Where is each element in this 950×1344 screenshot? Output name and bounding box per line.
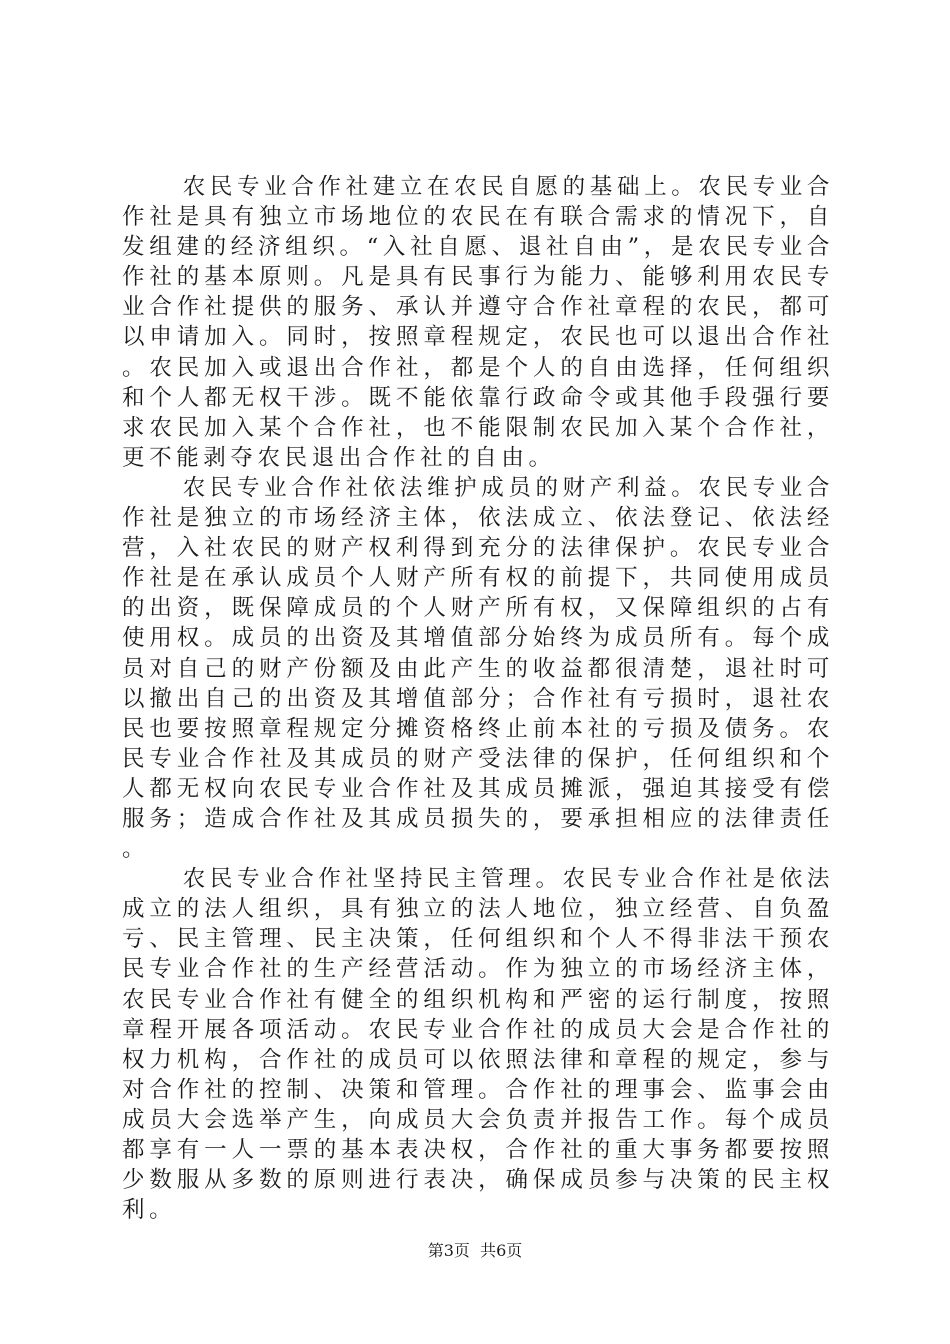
paragraph-voluntary-membership: 农民专业合作社建立在农民自愿的基础上。农民专业合作社是具有独立市场地位的农民在有联合需求的情况下，自发组建的经济组织。“入社自愿、退社自由”，是农民专业合作社的基本原则。凡是具有民事行为能力、能够利用农民专业合作社提供的服务、承认并遵守合作社章程的农民，都可以申请加入。同时，按照章程规定，农民也可以退出合作社。农民加入或退出合作社，都是个人的自由选择，任何组织和个人都无权干涉。既不能依靠行政命令或其他手段强行要求农民加入某个合作社，也不能限制农民加入某个合作社，更不能剥夺农民退出合作社的自由。 [122, 174, 834, 471]
paragraph-democratic-management: 农民专业合作社坚持民主管理。农民专业合作社是依法成立的法人组织，具有独立的法人地位，独立经营、自负盈亏、民主管理、民主决策，任何组织和个人不得非法干预农民专业合作社的生产经营活动。作为独立的市场经济主体，农民专业合作社有健全的组织机构和严密的运行制度，按照章程开展各项活动。农民专业合作社的成员大会是合作社的权力机构，合作社的成员可以依照法律和章程的规定，参与对合作社的控制、决策和管理。合作社的理事会、监事会由成员大会选举产生，向成员大会负责并报告工作。每个成员都享有一人一票的基本表决权，合作社的重大事务都要按照少数服从多数的原则进行表决，确保成员参与决策的民主权利。 [122, 866, 834, 1224]
page-total: 共6页 [480, 1241, 523, 1260]
page-footer [0, 1238, 950, 1261]
document-body [122, 172, 834, 1225]
page-number: 第3页 [427, 1241, 470, 1260]
paragraph-property-rights: 农民专业合作社依法维护成员的财产利益。农民专业合作社是独立的市场经济主体，依法成立、依法登记、依法经营，入社农民的财产权利得到充分的法律保护。农民专业合作社是在承认成员个人财产所有权的前提下，共同使用成员的出资，既保障成员的个人财产所有权，又保障组织的占有使用权。成员的出资及其增值部分始终为成员所有。每个成员对自己的财产份额及由此产生的收益都很清楚，退社时可以撤出自己的出资及其增值部分；合作社有亏损时，退社农民也要按照章程规定分摊资格终止前本社的亏损及债务。农民专业合作社及其成员的财产受法律的保护，任何组织和个人都无权向农民专业合作社及其成员摊派，强迫其接受有偿服务；造成合作社及其成员损失的，要承担相应的法律责任。 [122, 474, 834, 863]
